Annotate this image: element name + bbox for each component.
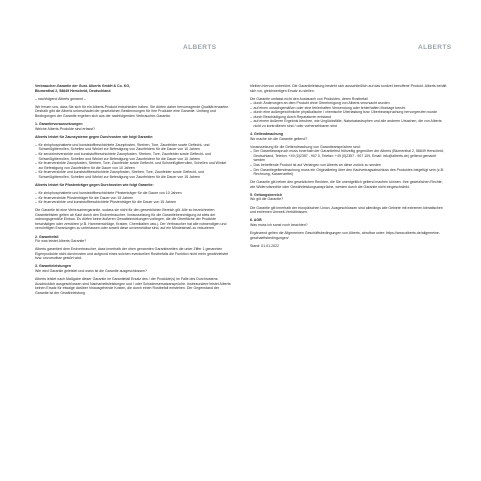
section-6-text: Ergänzend gelten die Allgemeinen Geschäftsbedingungen von Alberts, abrufbar unter: https://www.alberts.de/allgemeine-geschaeftsbedingungen/	[250, 230, 441, 240]
header-line-2: Blumenthal 2, 58849 Herscheid, Deutschland	[35, 88, 111, 93]
section-3-title: 3. Garantieleistungen	[35, 264, 72, 269]
list-item: – auf einen unsachgemäßen oder eine fehlerhaften Verwendung oder fehlerhaften Montage beruht	[250, 106, 447, 111]
stand-date: Stand: 01.01.2022	[250, 243, 279, 248]
exclusion-intro: Die Garantie umfasst nicht den Austausch von Produkten, deren Rostbefall	[250, 96, 368, 101]
list-item: – Der Garantiegeltendmachung muss ein Originalbeleg über den Kaufvertragsabschluss des Produktes beigefügt sein (z.B. Rechnung, Kassenzettel)	[250, 168, 447, 177]
section-2-question: Für was leistet Alberts Garantie?	[35, 239, 87, 244]
list-item: – durch Änderungen an dem Produkt ohne Genehmigung von Alberts verursacht wurden	[250, 101, 447, 106]
section-5-question: Wo gilt die Garantie?	[250, 197, 284, 202]
section-2-title: 2. Garantiefall	[35, 234, 59, 239]
section-4-intro: Voraussetzung für die Geltendmachung von Garantieansprüchen sind:	[250, 144, 361, 149]
section-5-text: Die Garantie gilt innerhalb der europäischen Union, Ausgeschlossen sind allerdings alle Gebiete mit extremen klimatischen und extremen Umwelt-Verhältnissen.	[250, 205, 443, 215]
section-1-heading: Alberts leistet für Zaunsysteme gegen Durchrosten wie folgt Garantie:	[35, 134, 154, 139]
right-column	[250, 84, 447, 252]
section-1-heading-2: Alberts leistet für Pfostenträger gegen Durchrosten wie folgt Garantie:	[35, 182, 154, 187]
alberts-logo-right: ALBERTS	[418, 44, 452, 51]
list-item: – für feuerverzinkte Pfostenträger für die Dauer von 15 Jahren	[35, 196, 231, 201]
section-5-title: 5. Geltungsbereich	[250, 192, 282, 197]
continued-paragraph: bleiben hiervon unberührt. Die Garantieleistung besteht sich ausschließlich auf das konkret betroffene Produkt. Alberts behält sich vor, gleichwertigen Ersatz zu stellen.	[250, 84, 447, 93]
section-4-question: Wo mache ich die Garantie geltend?	[250, 136, 308, 141]
section-1-note: Die Garantie ist eine Verbrauchergarantie, sodass sie nicht für den gewerblichen Bereich gilt. Alle so bezeichneten Garantiefristen gelten ab Kauf durch den Endverbraucher. Voraussetzung für die Garantieberechtigung ist stets der ordnungsgemäße Einbau. Es dürfen keine äußeren Gewalteinwirkungen vorliegen, die die Oberfläche der Produkte beschädigen oder zerstören (z.B. Hammerschläge, Kratzer, Chemikalien usw.). Der Verbraucher hat alle notwendigen und vernünftigen Erwartungen zu unterlassen oder soweit diese unvermeidbar sind, auf ein Mindestmaß zu reduzieren.	[35, 208, 227, 231]
fence-guarantee-list	[35, 143, 231, 179]
section-2-text: Alberts garantiert dem Endverbraucher, dass innerhalb der oben genannten Garantiezeiten die unter Ziffer 1 genannten Eigenprodukte nicht durchrosten und aufgrund eines solchen eventuellen Rostbefalls die Funktion nicht mehr gewährleistet bzw. unzumutbar gestört wird.	[35, 247, 229, 261]
section-6-question: Was muss ich sonst noch beachten?	[250, 222, 308, 227]
document-header	[35, 84, 231, 93]
section-6-title: 6. AGB	[250, 218, 262, 223]
section-1-question: Welche Alberts-Produkte sind erfasst?	[35, 126, 96, 131]
list-item: – durch eine außergewöhnliche physikalische / chemische Überlastung bzw. Überbeanspruchung hervorgerufen wurde	[250, 110, 447, 115]
list-item: – Der Garantieanspruch muss innerhalb der Garantiefrist frühzeitig gegenüber der Alberts (Blumenthal 2, 58849 Herscheid, Deutschland, Telefon: +49 (0)2357 - 907 0, Telefax: +49 (0)2357 - 907 109, Email: info@alberts.de) geltend gemacht werden	[250, 149, 447, 163]
list-item: – für zinkphosphatierte und kunststoffbeschichtete Pfostenträger für die Dauer von 10 Jahren	[35, 191, 231, 196]
list-item: – durch Beschädigung durch Reparaturen entstand	[250, 115, 447, 120]
list-item: – für feuerverzinkte und kunststoffbeschichtete Pfostenträger für die Dauer von 15 Jahren	[35, 200, 231, 205]
section-4-note: Die Garantie gilt neben den gesetzlichen Rechten, die Sie unentgeltlich geltend machen können. Ihre gesetzlichen Rechte, wie Widerrufsrechte oder Gewährleistungsansprüche, werden durch die Garantie nicht eingeschränkt.	[250, 180, 443, 189]
section-1-title: 1. Garantievoraussetzungen	[35, 122, 83, 127]
claim-requirements-list	[250, 149, 447, 176]
exclusion-list	[250, 101, 447, 128]
section-4-title: 4. Geltendmachung	[250, 132, 283, 137]
left-column	[35, 84, 231, 299]
list-item: – für sendzimirverzinkte und kunststoffbeschichtete Zaunpfosten, Streben, Tore, Zaunfelder sowie Geflecht- und Schweißgitterrollen, Schellen und Winkel zur Befestigung von Zaunfeldern für die Dauer von 10 Jahren	[35, 152, 231, 161]
list-item: – für feuerverzinkte und kunststoffbeschichtete Zaunpfosten, Streben, Tore, Zaunfelder sowie Geflecht- und Schweißgitterrollen, Schellen und Winkel zur Befestigung von Zaunfeldern für die Dauer von 15 Jahren	[35, 170, 231, 179]
tagline: – nachfolgend Alberts genannt –	[35, 96, 86, 101]
intro-paragraph: Wir freuen uns, dass Sie sich für ein Alberts-Produkt entschieden haben. Sie dürfen daher hervorragende Qualität erwarten. Deshalb gibt die Alberts unbeschadet der gesetzlichen Bestimmungen für ihre Produkte eine Garantie. Umfang und Bedingungen der Garantie ergeben sich aus der nachfolgenden Verbraucher-Garantie.	[35, 104, 230, 118]
list-item: – für zinkphosphatierte und kunststoffbeschichtete Zaunpfosten, Streben, Tore, Zaunfelder sowie Geflecht- und Schweißgitterrollen, Schellen und Winkel zur Befestigung von Zaunfeldern für die Dauer von 10 Jahren	[35, 143, 231, 152]
post-support-guarantee-list	[35, 191, 231, 205]
header-line-1: Verbraucher-Garantie der Gust. Alberts GmbH & Co. KG,	[35, 84, 131, 88]
list-item: – Das betreffende Produkt ist auf Verlangen von Alberts an diese zurück zu senden	[250, 163, 447, 168]
section-3-question: Wie wird Garantie geleistet und wann ist die Garantie ausgeschlossen?	[35, 269, 147, 274]
list-item: – für feuerverzinkte Zaunpfosten, Streben, Tore, Zaunfelder sowie Geflecht- und Schweißgitterrollen, Schellen und Winkel zur Befestigung von Zaunfeldern für die Dauer von 10 Jahren	[35, 161, 231, 170]
alberts-logo-left: ALBERTS	[183, 44, 217, 51]
list-item: – auf einem äußeren Ergebnis beruhen, wie Unglücksfälle, Naturkatastrophen und alle anderen Ursachen, die von Alberts nicht zu kontrollieren sind / oder vorhersehbaren sind	[250, 119, 447, 128]
section-3-text: Alberts leistet nach Maßgabe dieser Garantie im Garantiefall Ersatz des / der Produkte(s) im Falle des Durchrostens. Ausdrücklich ausgeschlossen sind Nacharbeitsleistungen und / oder Schadensersatzansprüche. Insbesondere leistet Alberts keinen Ersatz für etwaige darüber hinausgehende Kosten, die durch einen Rostbefall entstehen. Der Gegenstand der Garantie ist der Gewährleistung	[35, 277, 231, 295]
